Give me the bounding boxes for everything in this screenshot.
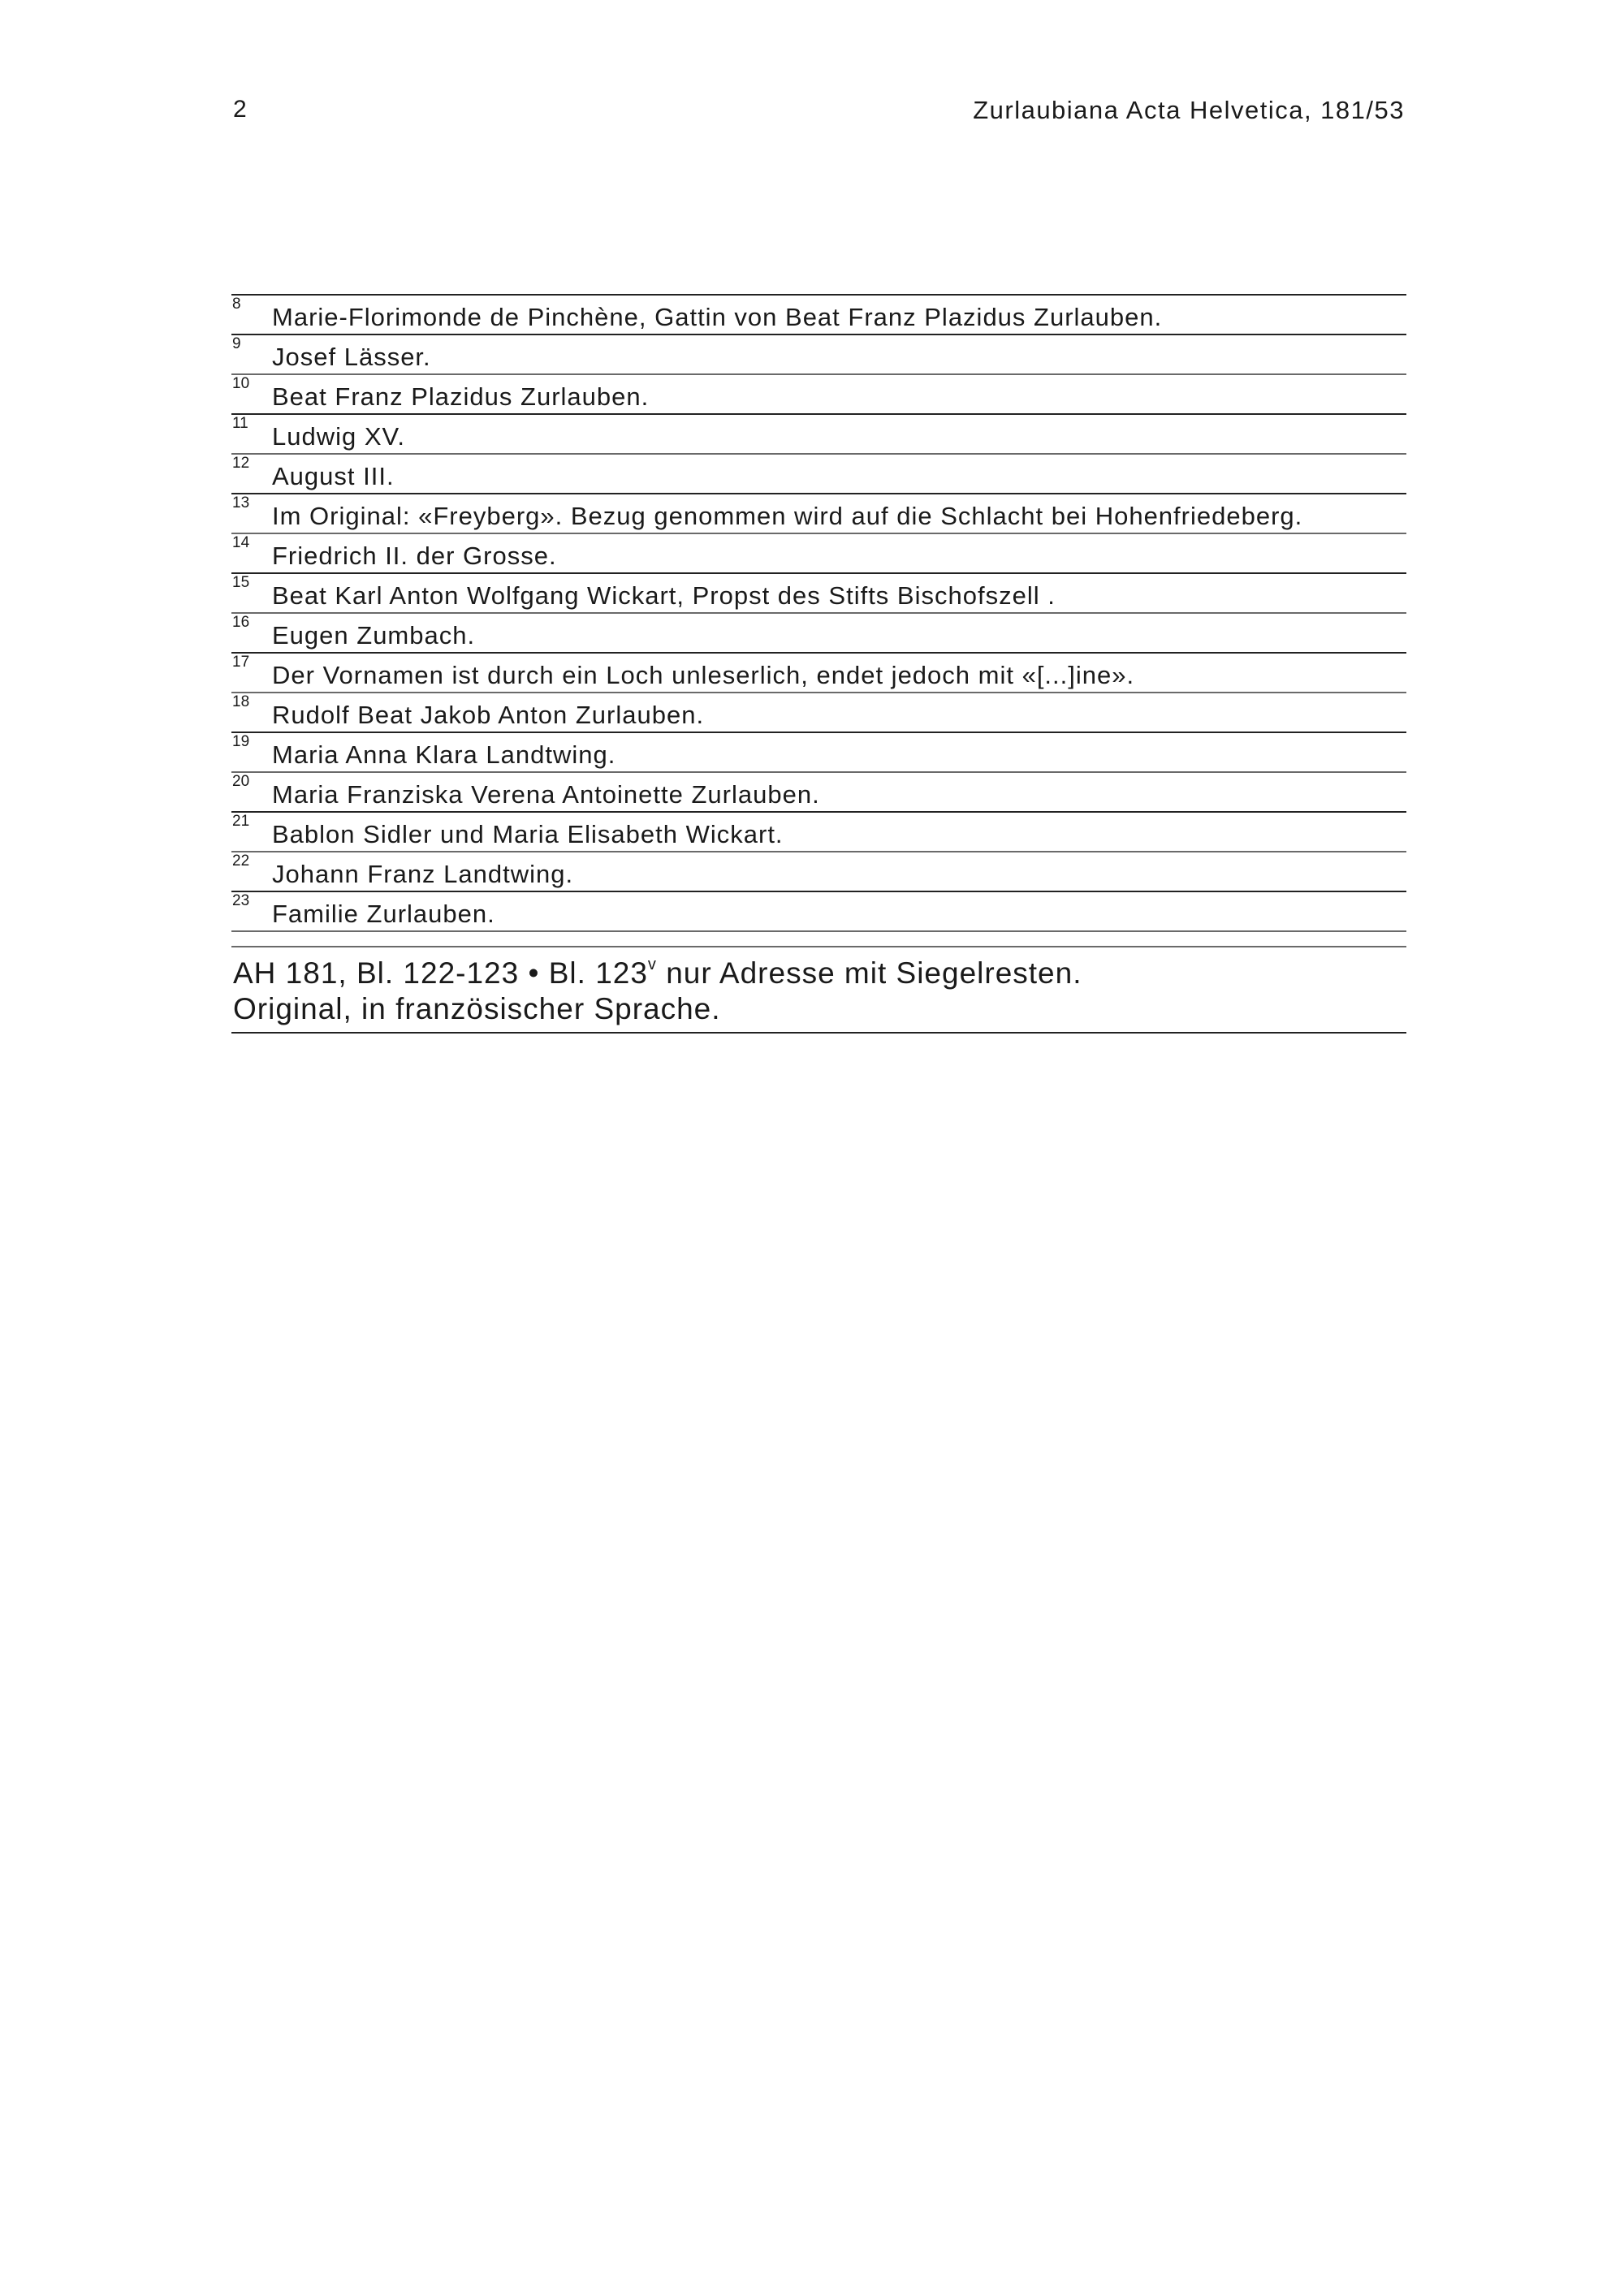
footnote-text: Marie-Florimonde de Pinchène, Gattin von Beat Franz Plazidus Zurlauben. xyxy=(272,303,1163,331)
footnote-text: Johann Franz Landtwing. xyxy=(272,860,574,888)
footnote-number: 13 xyxy=(232,494,250,511)
footnote xyxy=(231,296,1406,335)
footnote-number: 16 xyxy=(232,614,250,631)
footnote-number: 12 xyxy=(232,455,250,472)
footnote-number: 9 xyxy=(232,335,241,352)
footnote xyxy=(231,733,1406,773)
source-reference-text: AH 181, Bl. 122-123 • Bl. 123 xyxy=(233,956,648,990)
footnote-text: August III. xyxy=(272,462,395,490)
footnote-text: Familie Zurlauben. xyxy=(272,900,495,928)
running-header: Zurlaubiana Acta Helvetica, 181/53 xyxy=(973,96,1405,124)
footnote xyxy=(231,813,1406,852)
footnote-text: Beat Franz Plazidus Zurlauben. xyxy=(272,382,650,411)
footnote-number: 21 xyxy=(232,813,250,830)
footnote xyxy=(231,494,1406,534)
footnote-text: Ludwig XV. xyxy=(272,422,405,451)
footnote-number: 11 xyxy=(232,415,248,432)
footnote-text: Rudolf Beat Jakob Anton Zurlauben. xyxy=(272,701,705,729)
footnote xyxy=(231,852,1406,892)
footnote-number: 19 xyxy=(232,733,250,750)
footnote-text: Maria Franziska Verena Antoinette Zurlauben. xyxy=(272,780,820,809)
footnote xyxy=(231,375,1406,415)
page-number: 2 xyxy=(233,96,248,123)
footnote-number: 17 xyxy=(232,654,250,671)
footnote-number: 20 xyxy=(232,773,250,790)
footnote xyxy=(231,574,1406,614)
footnote-text: Beat Karl Anton Wolfgang Wickart, Propst des Stifts Bischofszell . xyxy=(272,581,1056,610)
footnote xyxy=(231,892,1406,932)
footnote-number: 15 xyxy=(232,574,250,591)
footnote xyxy=(231,773,1406,813)
footnote-text: Der Vornamen ist durch ein Loch unleserlich, endet jedoch mit «[...]ine». xyxy=(272,661,1135,689)
footnote xyxy=(231,654,1406,693)
footnote xyxy=(231,415,1406,455)
footnote-number: 8 xyxy=(232,296,241,313)
footnote xyxy=(231,614,1406,654)
footnote-list xyxy=(231,294,1406,932)
footnote xyxy=(231,335,1406,375)
footnote-number: 23 xyxy=(232,892,250,909)
footnote xyxy=(231,455,1406,494)
footnote-text: Maria Anna Klara Landtwing. xyxy=(272,740,616,769)
source-reference xyxy=(233,956,1082,991)
footnote-text: Eugen Zumbach. xyxy=(272,621,476,650)
source-note xyxy=(231,946,1406,1034)
footnote-number: 14 xyxy=(232,534,250,551)
footnote-text: Im Original: «Freyberg». Bezug genommen wird auf die Schlacht bei Hohenfriedeberg. xyxy=(272,502,1303,530)
verso-superscript: v xyxy=(647,956,657,973)
footnote-text: Friedrich II. der Grosse. xyxy=(272,542,557,570)
source-language: Original, in französischer Sprache. xyxy=(233,992,721,1025)
footnote-number: 18 xyxy=(232,693,250,710)
footnote-text: Bablon Sidler und Maria Elisabeth Wickart. xyxy=(272,820,784,848)
source-reference-remark: nur Adresse mit Siegelresten. xyxy=(656,956,1082,990)
footnote-number: 10 xyxy=(232,375,250,392)
footnote xyxy=(231,534,1406,574)
footnote xyxy=(231,693,1406,733)
footnote-number: 22 xyxy=(232,852,250,870)
footnote-text: Josef Lässer. xyxy=(272,343,431,371)
